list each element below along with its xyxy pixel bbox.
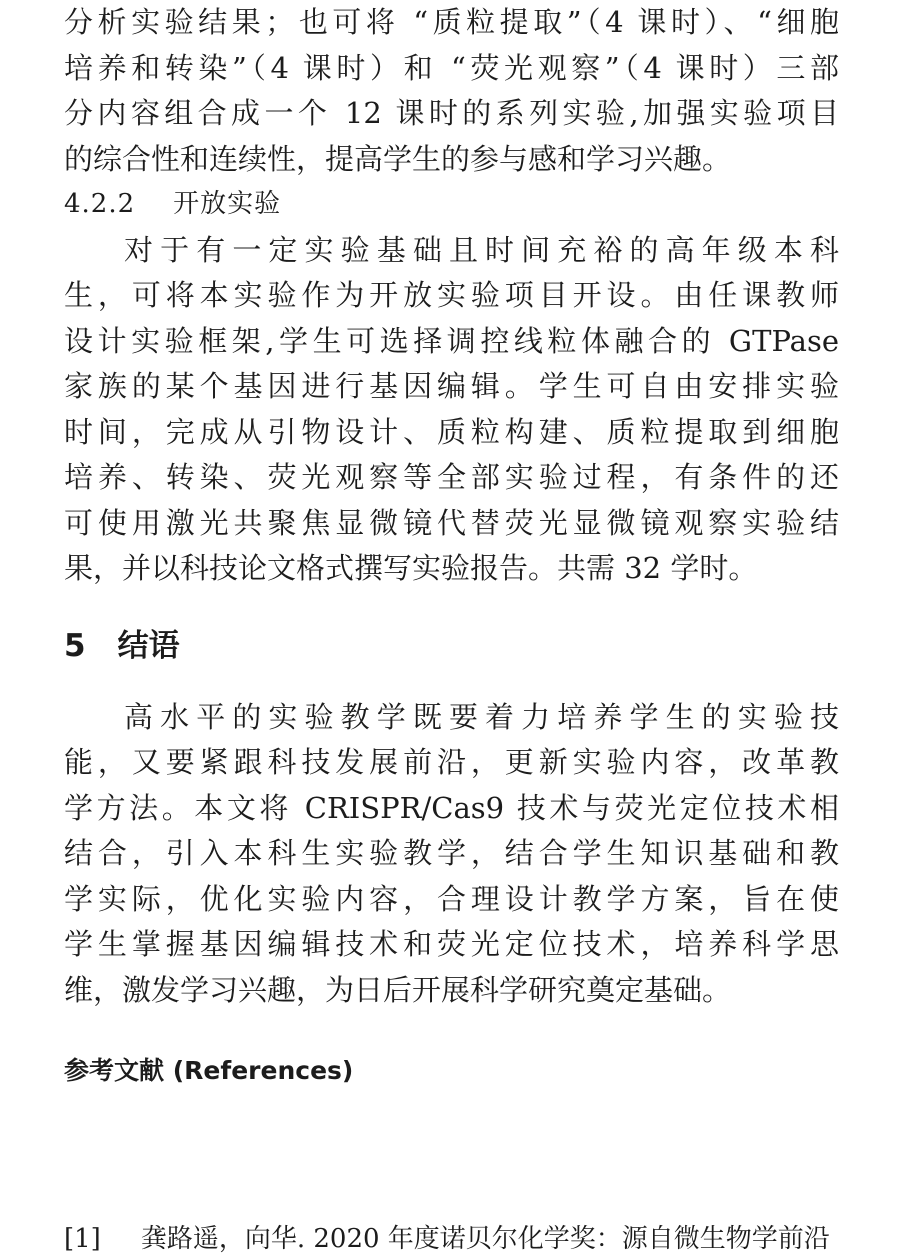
subsection-heading (64, 182, 839, 228)
subsection-title: 开放实验 (173, 189, 282, 219)
section-number: 5 (64, 627, 86, 664)
section-title: 结语 (117, 627, 180, 664)
paper-page (64, 0, 839, 1254)
text-line: 的综合性和连续性，提高学生的参与感和学习兴趣。 (64, 141, 732, 176)
text-line: 结合，引入本科生实验教学，结合学生知识基础和教 (64, 836, 839, 870)
text-line: 维，激发学习兴趣，为日后开展科学研究奠定基础。 (64, 972, 732, 1007)
text-line: 培养和转染”（4 课时）和 “荧光观察”（4 课时）三部 (64, 50, 839, 85)
subsection-number: 4.2.2 (64, 189, 136, 219)
text-line: 设计实验框架,学生可选择调控线粒体融合的 GTPase (64, 323, 839, 358)
text-line: 学方法。本文将 CRISPR/Cas9 技术与荧光定位技术相 (64, 790, 839, 825)
text-line: 时间，完成从引物设计、质粒构建、质粒提取到细胞 (64, 414, 839, 449)
text-line: 能，又要紧跟科技发展前沿，更新实验内容，改革教 (64, 745, 839, 779)
text-line: 培养、转染、荧光观察等全部实验过程，有条件的还 (64, 460, 839, 494)
text-line: 分析实验结果；也可将 “质粒提取”（4 课时）、“细胞 (64, 5, 839, 39)
text-line: 果，并以科技论文格式撰写实验报告。共需 32 学时。 (64, 551, 758, 585)
reference-index: [1] (64, 1224, 101, 1254)
text-line: 对于有一定实验基础且时间充裕的高年级本科 (124, 232, 839, 267)
text-line: 学实际，优化实验内容，合理设计教学方案，旨在使 (64, 881, 839, 916)
paragraph-continued (64, 0, 839, 182)
text-line: 学生掌握基因编辑技术和荧光定位技术，培养科学思 (64, 927, 839, 961)
text-line: 分内容组合成一个 12 课时的系列实验,加强实验项目 (64, 96, 839, 130)
text-line: 生，可将本实验作为开放实验项目开设。由任课教师 (64, 278, 839, 312)
reference-text: 龚路遥，向华. 2020 年度诺贝尔化学奖：源自微生物学前沿 (140, 1224, 830, 1254)
paragraph-open-experiment (64, 228, 839, 592)
text-line: 可使用激光共聚焦显微镜代替荧光显微镜观察实验结 (64, 505, 839, 540)
paragraph-conclusion (64, 695, 839, 1014)
section-heading (64, 622, 839, 670)
text-line: 家族的某个基因进行基因编辑。学生可自由安排实验 (64, 369, 839, 403)
text-line: 高水平的实验教学既要着力培养学生的实验技 (124, 699, 839, 734)
references-heading: 参考文献 (References) (64, 1056, 354, 1085)
reference-entry (64, 1224, 830, 1254)
